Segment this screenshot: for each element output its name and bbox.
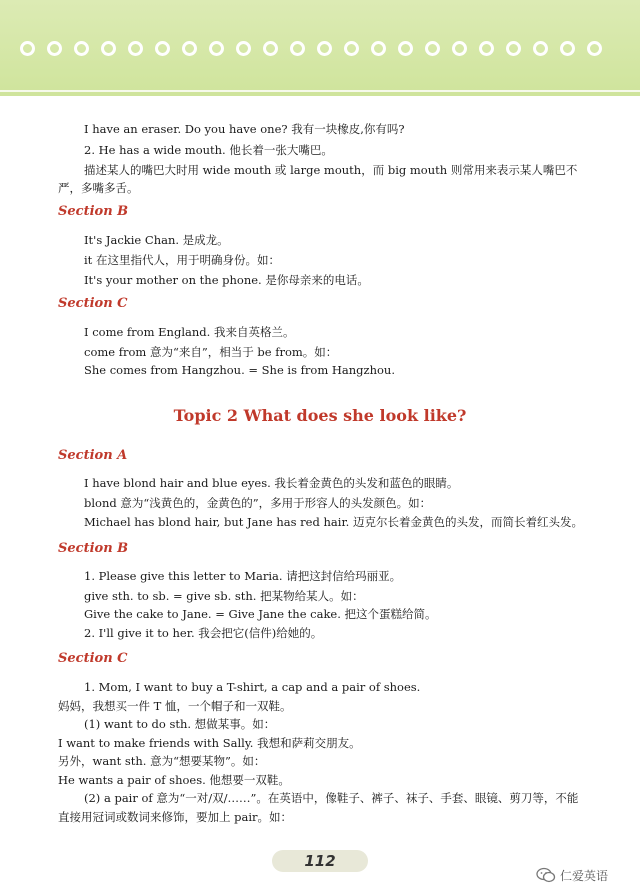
text-line: blond 意为“浅黄色的，金黄色的”，多用于形容人的头发颜色。如： [84,496,432,510]
text-line: 妈妈，我想买一件 T 恤，一个帽子和一双鞋。 [58,699,292,713]
text-line: I have blond hair and blue eyes. 我长着金黄色的头发和蓝色的眼睛。 [84,476,459,490]
section-heading: Section B [58,204,129,219]
text-line: 另外，want sth. 意为“想要某物”。如： [58,754,266,768]
text-line: I have an eraser. Do you have one? 我有一块橡皮,你有吗? [84,122,405,136]
watermark [536,866,608,884]
text-line: give sth. to sb. = give sb. sth. 把某物给某人。如： [84,589,364,603]
text-line: She comes from Hangzhou. = She is from Hangzhou. [84,363,395,377]
watermark-text: 仁爱英语 [560,868,609,883]
wechat-icon [536,867,556,883]
text-line: 1. Please give this letter to Maria. 请把这封信给玛丽亚。 [84,569,402,583]
text-line: It's your mother on the phone. 是你母亲来的电话。 [84,273,369,287]
text-paragraph: (2) a pair of 意为“一对/双/……”。在英语中，像鞋子、裤子、袜子、手套、眼镜、剪刀等，不能直接用冠词或数词来修饰，要加上 pair。如： [58,791,579,824]
section-heading: Section C [58,651,128,666]
section-heading: Section C [58,296,128,311]
text-line: it 在这里指代人，用于明确身份。如： [84,253,280,267]
text-line: 1. Mom, I want to buy a T-shirt, a cap and a pair of shoes. [84,680,421,694]
text-paragraph: 描述某人的嘴巴大时用 wide mouth 或 large mouth，而 big mouth 则常用来表示某人嘴巴不严，多嘴多舌。 [58,163,578,195]
text-line: come from 意为“来自”，相当于 be from。如： [84,345,338,359]
text-line: (1) want to do sth. 想做某事。如： [84,717,276,731]
text-line: It's Jackie Chan. 是成龙。 [84,233,229,247]
text-line: 2. I'll give it to her. 我会把它(信件)给她的。 [84,626,323,640]
page-number: 112 [272,850,368,872]
section-heading: Section B [58,541,129,556]
text-line: Michael has blond hair, but Jane has red hair. 迈克尔长着金黄色的头发，而简长着红头发。 [84,515,583,529]
text-line: I want to make friends with Sally. 我想和萨莉交朋友。 [58,736,361,750]
text-line: Give the cake to Jane. = Give Jane the cake. 把这个蛋糕给简。 [84,607,437,621]
topic-title: Topic 2 What does she look like? [173,406,467,425]
text-line: He wants a pair of shoes. 他想要一双鞋。 [58,773,290,787]
section-heading: Section A [58,448,128,463]
text-line: 2. He has a wide mouth. 他长着一张大嘴巴。 [84,143,333,157]
text-line: I come from England. 我来自英格兰。 [84,325,295,339]
